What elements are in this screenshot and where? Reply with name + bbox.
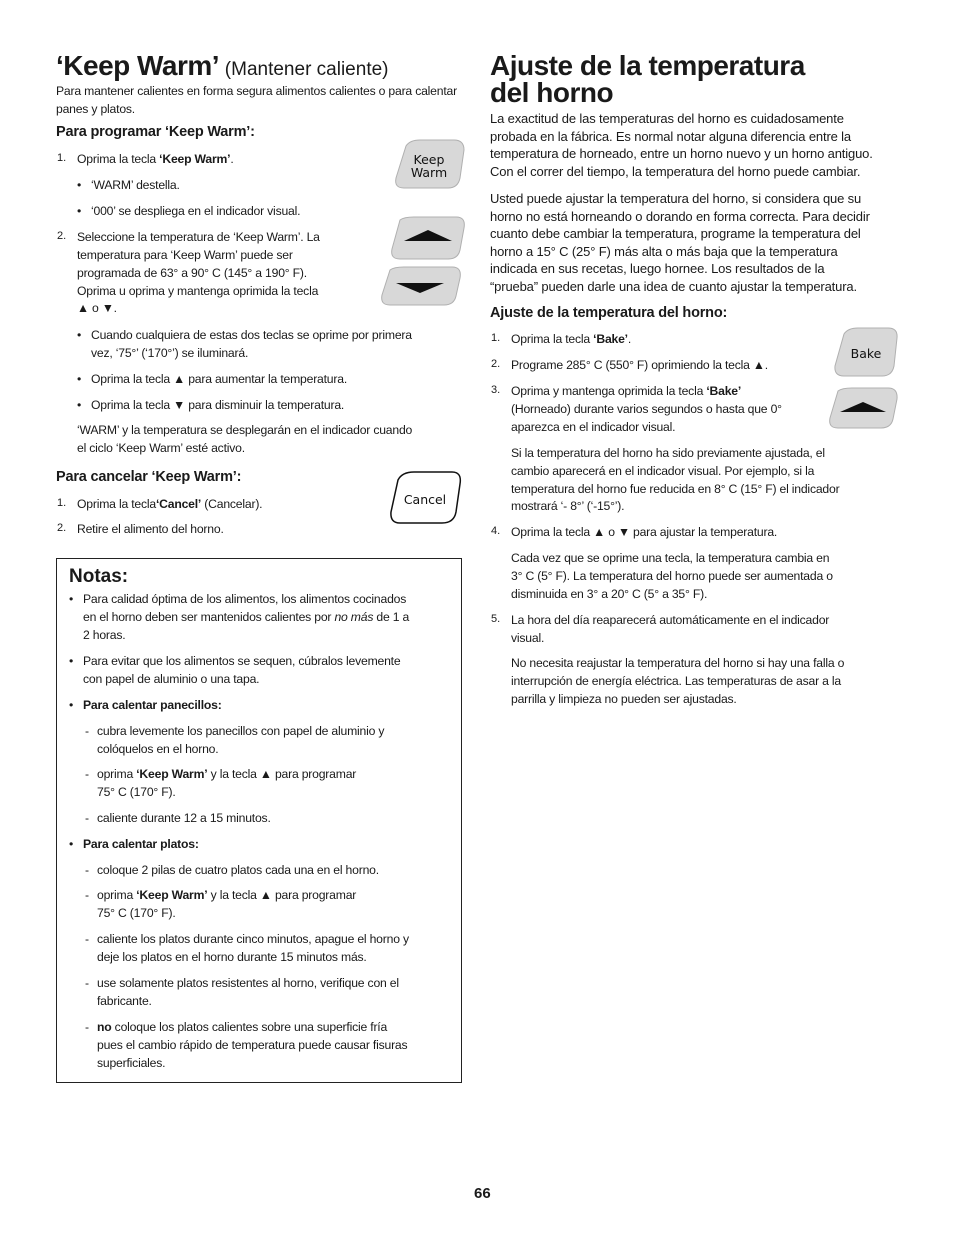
svg-text:Keep: Keep [413, 152, 445, 167]
svg-text:Bake: Bake [850, 346, 882, 361]
step-number: 2. [57, 522, 67, 534]
note-line: caliente durante 12 a 15 minutos. [97, 811, 271, 825]
step-number: 5. [491, 613, 501, 625]
up-arrow-key[interactable] [826, 387, 900, 434]
keep-warm-title [56, 52, 476, 84]
warm-note-line: ‘WARM’ y la temperatura se desplegarán en el indicador cuando [77, 423, 413, 437]
dash: - [85, 811, 89, 825]
note-line: 75° C (170° F). [97, 906, 176, 920]
ajuste-title: Ajuste de la temperatura del horno [490, 50, 805, 108]
note-line: fabricante. [97, 994, 152, 1008]
notes-heading: Notas: [69, 566, 129, 587]
step-number: 4. [491, 525, 501, 537]
bullet-dot: • [69, 837, 74, 851]
up-arrow-key[interactable] [388, 216, 468, 265]
note-line: colóquelos en el horno. [97, 742, 219, 756]
note-line: coloque 2 pilas de cuatro platos cada una en el horno. [97, 863, 379, 877]
ajuste-step4: Oprima la tecla ▲ o ▼ para ajustar la temperatura. [511, 525, 778, 539]
ajuste-heading: Ajuste de la temperatura del horno: [490, 305, 728, 321]
sub-bullet-down: Oprima la tecla ▼ para disminuir la temperatura. [91, 398, 345, 412]
note-line: no coloque los platos calientes sobre una superficie fría [97, 1020, 388, 1034]
program-heading: Para programar ‘Keep Warm’: [56, 124, 255, 140]
step-number: 1. [491, 332, 501, 344]
ajuste-step3-line: aparezca en el indicador visual. [511, 420, 676, 434]
keep-warm-title-sub: (Mantener caliente) [224, 59, 389, 80]
dash: - [85, 767, 89, 781]
ajuste-step4-para: Cada vez que se oprime una tecla, la temperatura cambia en [511, 551, 830, 565]
note-line: Para calidad óptima de los alimentos, los alimentos cocinados [83, 592, 407, 606]
note-line: oprima ‘Keep Warm’ y la tecla ▲ para programar [97, 767, 357, 781]
keep-warm-intro: Para mantener calientes en forma segura alimentos calientes o para calentar panes y platos. [56, 84, 457, 116]
note-line: con papel de aluminio o una tapa. [83, 672, 260, 686]
dash: - [85, 976, 89, 990]
note-line: cubra levemente los panecillos con papel de aluminio y [97, 724, 385, 738]
step2-line: Seleccione la temperatura de ‘Keep Warm’. La [77, 230, 320, 244]
sub-bullet-up: Oprima la tecla ▲ para aumentar la temperatura. [91, 372, 348, 386]
step-number: 2. [57, 230, 67, 242]
ajuste-p2: Usted puede ajustar la temperatura del horno, si considera que su horno no está horneando o dorando en forma correcta. Para decidir cuanto debe cambiar la temperatura, programe la temperatura del horno a 15° C (25° F) más alta o más baja que la temperatura indicada en sus recetas, luego hornee. Los resultados de la “prueba” pueden darle una idea de cuanto ajustar la temperatura. [490, 191, 870, 294]
warm-note-line: el ciclo ‘Keep Warm’ esté activo. [77, 441, 245, 455]
bullet-dot: • [69, 698, 74, 712]
note-line: 75° C (170° F). [97, 785, 176, 799]
ajuste-step5: visual. [511, 631, 545, 645]
cancel-step1: Oprima la tecla‘Cancel’ (Cancelar). [77, 497, 263, 511]
note-subheading: Para calentar platos: [83, 837, 199, 851]
ajuste-step3-para: mostrará ‘- 8°’ (‘-15°’). [511, 499, 625, 513]
ajuste-step3: Oprima y mantenga oprimida la tecla ‘Bake’ [511, 384, 742, 398]
ajuste-step5: La hora del día reaparecerá automáticamente en el indicador [511, 613, 830, 627]
bullet-dot: • [77, 178, 82, 192]
note-line: oprima ‘Keep Warm’ y la tecla ▲ para programar [97, 888, 357, 902]
cancel-key[interactable] [388, 470, 464, 531]
step2-line: ▲ o ▼. [77, 301, 117, 315]
step2-line: programada de 63° a 90° C (145° a 190° F). [77, 266, 307, 280]
ajuste-step5-para: parrilla y limpieza no pueden ser ajustadas. [511, 692, 737, 706]
note-line: Para evitar que los alimentos se sequen, cúbralos levemente [83, 654, 401, 668]
bullet-dot: • [69, 654, 74, 668]
svg-text:Warm: Warm [410, 165, 448, 180]
ajuste-step4-para: 3° C (5° F). La temperatura del horno puede ser aumentada o [511, 569, 833, 583]
step-number: 1. [57, 497, 67, 509]
bullet-000: ‘000’ se despliega en el indicador visual. [91, 204, 301, 218]
step-number: 2. [491, 358, 501, 370]
page-number: 66 [474, 1185, 491, 1202]
note-line: pues el cambio rápido de temperatura puede causar fisuras [97, 1038, 408, 1052]
svg-text:Cancel: Cancel [403, 492, 447, 507]
note-line: caliente los platos durante cinco minutos, apague el horno y [97, 932, 409, 946]
ajuste-step5-para: No necesita reajustar la temperatura del horno si hay una falla o [511, 656, 845, 670]
bullet-dot: • [77, 372, 82, 386]
ajuste-step5-para: interrupción de energía eléctrica. Las temperaturas de asar a la [511, 674, 841, 688]
keep-warm-title-main: ‘Keep Warm’ [56, 50, 218, 81]
note-line: 2 horas. [83, 628, 126, 642]
ajuste-step3-para: temperatura del horno fue reducida en 8° C (15° F) el indicador [511, 482, 840, 496]
step2-line: Oprima u oprima y mantenga oprimida la tecla [77, 284, 319, 298]
bullet-dot: • [77, 204, 82, 218]
ajuste-step4-para: disminuida en 3° a 20° C (5° a 35° F). [511, 587, 708, 601]
note-line: en el horno deben ser mantenidos calientes por no más de 1 a [83, 610, 410, 624]
ajuste-step3-line: (Horneado) durante varios segundos o hasta que 0° [511, 402, 782, 416]
dash: - [85, 863, 89, 877]
bullet-dot: • [77, 398, 82, 412]
dash: - [85, 1020, 89, 1034]
step-number: 3. [491, 384, 501, 396]
note-line: deje los platos en el horno durante 15 minutos más. [97, 950, 367, 964]
ajuste-step3-para: Si la temperatura del horno ha sido previamente ajustada, el [511, 446, 825, 460]
down-arrow-key[interactable] [378, 266, 464, 311]
bullet-dot: • [69, 592, 74, 606]
ajuste-step3-para: cambio aparecerá en el indicador visual. Por ejemplo, si la [511, 464, 815, 478]
keep-warm-key[interactable] [392, 138, 468, 197]
cancel-step2: Retire el alimento del horno. [77, 522, 224, 536]
note-line: use solamente platos resistentes al horno, verifique con el [97, 976, 399, 990]
step2-line: temperatura para ‘Keep Warm’ puede ser [77, 248, 293, 262]
dash: - [85, 888, 89, 902]
cancel-heading: Para cancelar ‘Keep Warm’: [56, 469, 242, 485]
dash: - [85, 724, 89, 738]
ajuste-step2: Programe 285° C (550° F) oprimiendo la tecla ▲. [511, 358, 768, 372]
dash: - [85, 932, 89, 946]
sub-bullet-line: Cuando cualquiera de estas dos teclas se oprime por primera [91, 328, 412, 342]
note-subheading: Para calentar panecillos: [83, 698, 222, 712]
note-line: superficiales. [97, 1056, 166, 1070]
bullet-dot: • [77, 328, 82, 342]
bake-key[interactable] [832, 326, 900, 383]
bullet-warm: ‘WARM’ destella. [91, 178, 180, 192]
ajuste-step1: Oprima la tecla ‘Bake’. [511, 332, 632, 346]
sub-bullet-line: vez, ‘75°’ (‘170°’) se iluminará. [91, 346, 249, 360]
ajuste-p1: La exactitud de las temperaturas del horno es cuidadosamente probada en la fábrica. Es normal notar alguna diferencia entre la temperatura de horneado, entre un horno nuevo y un horno antiguo. Con el correr del tiempo, la temperatura del horno puede cambiar. [490, 111, 873, 179]
step-number: 1. [57, 152, 67, 164]
step1-text: Oprima la tecla ‘Keep Warm’. [77, 152, 234, 166]
